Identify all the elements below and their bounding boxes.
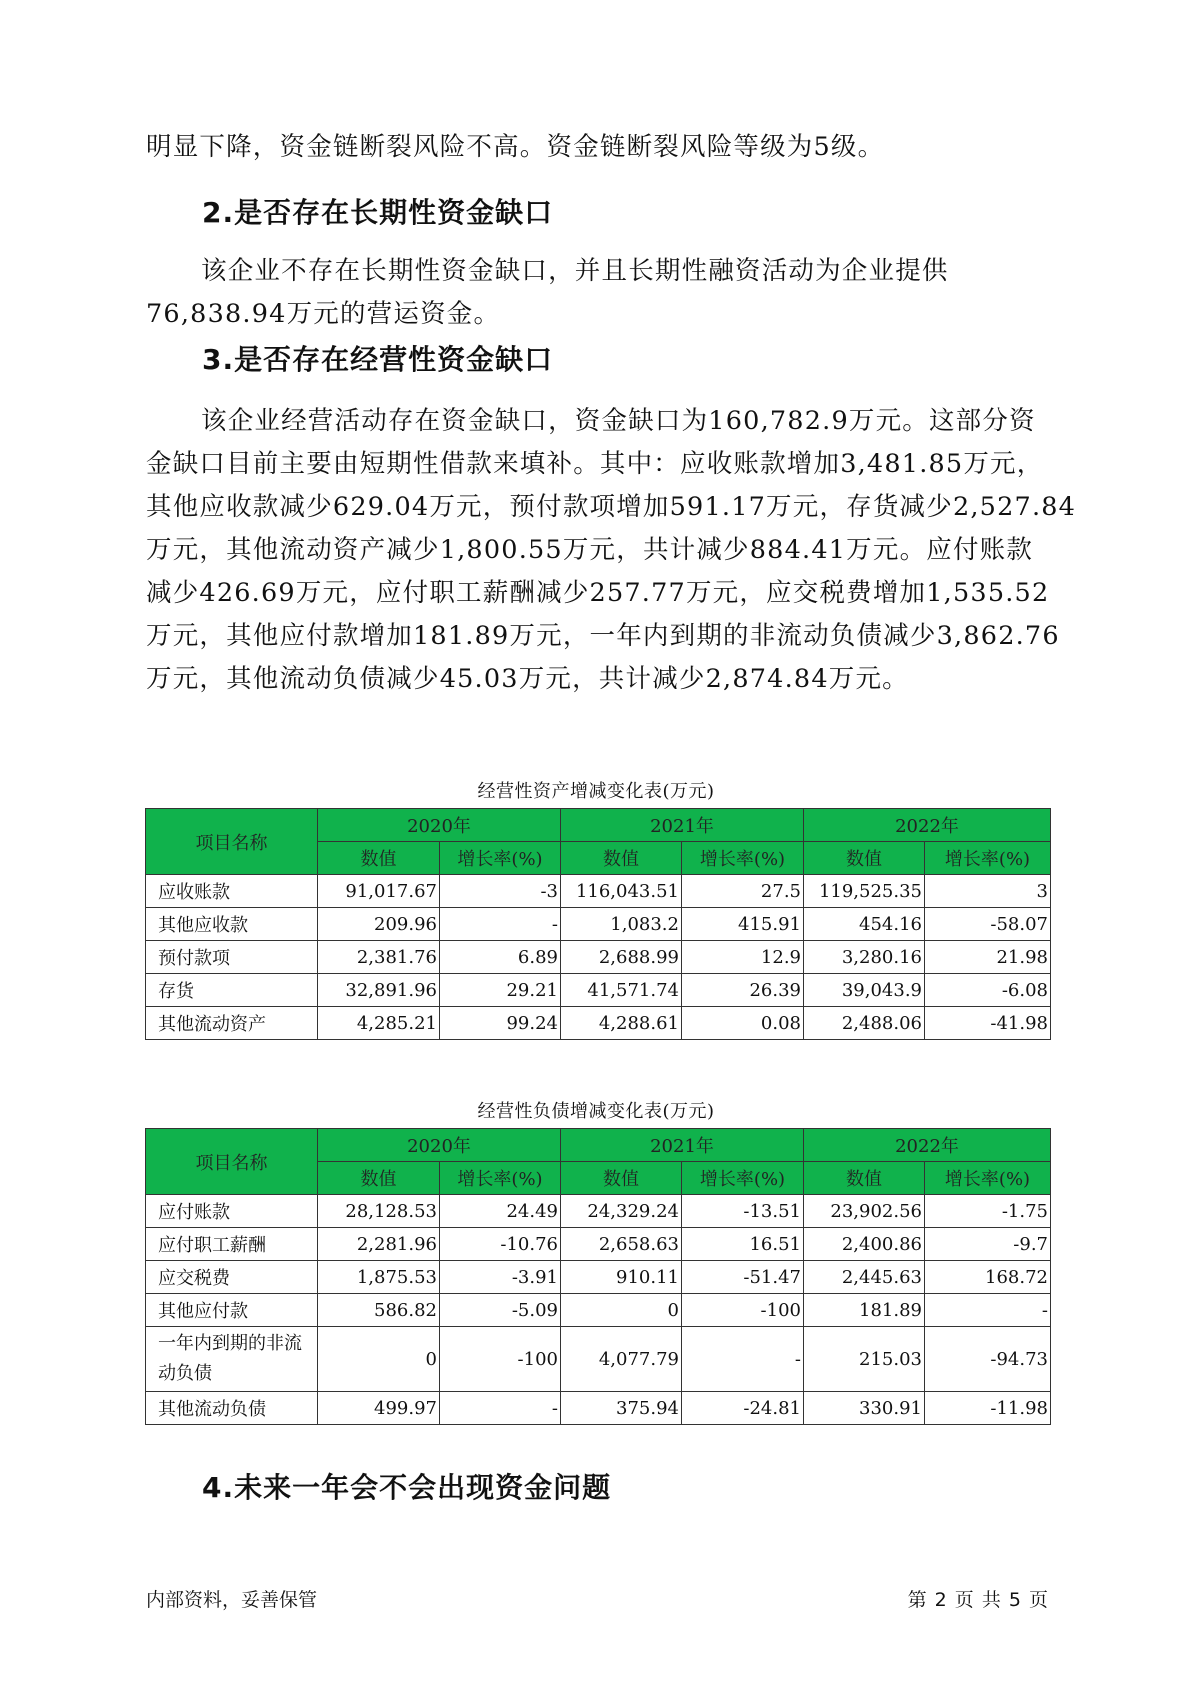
- cell-value: 32,891.96: [318, 974, 440, 1007]
- cell-value: 2,381.76: [318, 941, 440, 974]
- cell-growth: -24.81: [682, 1392, 804, 1425]
- cell-growth: 29.21: [440, 974, 561, 1007]
- row-label: 应付账款: [146, 1195, 318, 1228]
- header-growth: 增长率(%): [440, 1162, 561, 1195]
- text-line: 金缺口目前主要由短期性借款来填补。其中：应收账款增加3,481.85万元，: [146, 449, 1044, 479]
- table-row: [146, 1261, 1051, 1294]
- cell-value: 2,688.99: [561, 941, 682, 974]
- cell-growth: -94.73: [925, 1327, 1051, 1392]
- cell-value: 91,017.67: [318, 875, 440, 908]
- table-row: [146, 1007, 1051, 1040]
- section-heading-operating-gap: 3.是否存在经营性资金缺口: [202, 343, 554, 376]
- row-label: 存货: [146, 974, 318, 1007]
- cell-growth: -: [925, 1294, 1051, 1327]
- cell-growth: 0.08: [682, 1007, 804, 1040]
- text-line: 万元，其他应付款增加181.89万元，一年内到期的非流动负债减少3,862.76: [146, 621, 1060, 651]
- header-growth: 增长率(%): [440, 842, 561, 875]
- header-value: 数值: [318, 1162, 440, 1195]
- cell-growth: 12.9: [682, 941, 804, 974]
- row-label: 其他应付款: [146, 1294, 318, 1327]
- cell-value: 28,128.53: [318, 1195, 440, 1228]
- cell-value: 209.96: [318, 908, 440, 941]
- cell-growth: -11.98: [925, 1392, 1051, 1425]
- cell-growth: -58.07: [925, 908, 1051, 941]
- table-row: [146, 974, 1051, 1007]
- cell-value: 3,280.16: [804, 941, 925, 974]
- row-label: 应交税费: [146, 1261, 318, 1294]
- cell-value: 4,077.79: [561, 1327, 682, 1392]
- cell-growth: 21.98: [925, 941, 1051, 974]
- cell-value: 2,488.06: [804, 1007, 925, 1040]
- cell-growth: 6.89: [440, 941, 561, 974]
- table-operating-assets: [145, 808, 1051, 1040]
- header-value: 数值: [804, 1162, 925, 1195]
- cell-growth: -: [682, 1327, 804, 1392]
- table-row: [146, 1228, 1051, 1261]
- cell-growth: -100: [440, 1327, 561, 1392]
- header-growth: 增长率(%): [682, 842, 804, 875]
- cell-value: 2,658.63: [561, 1228, 682, 1261]
- cell-growth: 24.49: [440, 1195, 561, 1228]
- paragraph-long-term-gap: [146, 250, 1046, 336]
- row-label: 其他流动负债: [146, 1392, 318, 1425]
- cell-growth: -100: [682, 1294, 804, 1327]
- row-label: 其他流动资产: [146, 1007, 318, 1040]
- header-year: 2021年: [561, 809, 804, 842]
- cell-value: 499.97: [318, 1392, 440, 1425]
- cell-value: 586.82: [318, 1294, 440, 1327]
- cell-growth: 415.91: [682, 908, 804, 941]
- table-row: [146, 941, 1051, 974]
- cell-value: 330.91: [804, 1392, 925, 1425]
- header-value: 数值: [804, 842, 925, 875]
- cell-growth: 27.5: [682, 875, 804, 908]
- header-growth: 增长率(%): [682, 1162, 804, 1195]
- section-heading-next-year: 4.未来一年会不会出现资金问题: [202, 1471, 612, 1504]
- text-line: 明显下降，资金链断裂风险不高。资金链断裂风险等级为5级。: [146, 132, 885, 162]
- table-caption-assets: 经营性资产增减变化表(万元): [477, 781, 715, 802]
- cell-value: 2,400.86: [804, 1228, 925, 1261]
- header-item-name: 项目名称: [146, 1129, 318, 1195]
- header-year: 2021年: [561, 1129, 804, 1162]
- cell-growth: 26.39: [682, 974, 804, 1007]
- footer-page-number: 第 2 页 共 5 页: [907, 1589, 1049, 1611]
- header-value: 数值: [561, 1162, 682, 1195]
- cell-growth: -3: [440, 875, 561, 908]
- header-item-name: 项目名称: [146, 809, 318, 875]
- cell-value: 39,043.9: [804, 974, 925, 1007]
- cell-growth: -9.7: [925, 1228, 1051, 1261]
- text-line: 万元，其他流动负债减少45.03万元，共计减少2,874.84万元。: [146, 664, 909, 694]
- cell-value: 0: [318, 1327, 440, 1392]
- cell-growth: -6.08: [925, 974, 1051, 1007]
- row-label: 预付款项: [146, 941, 318, 974]
- header-value: 数值: [561, 842, 682, 875]
- row-label: 应收账款: [146, 875, 318, 908]
- cell-value: 4,285.21: [318, 1007, 440, 1040]
- cell-value: 2,445.63: [804, 1261, 925, 1294]
- table-caption-liabilities: 经营性负债增减变化表(万元): [477, 1101, 715, 1122]
- footer-confidential-note: 内部资料，妥善保管: [146, 1589, 318, 1611]
- cell-value: 41,571.74: [561, 974, 682, 1007]
- cell-growth: -51.47: [682, 1261, 804, 1294]
- cell-value: 24,329.24: [561, 1195, 682, 1228]
- cell-value: 119,525.35: [804, 875, 925, 908]
- header-growth: 增长率(%): [925, 842, 1051, 875]
- header-year: 2020年: [318, 1129, 561, 1162]
- cell-growth: -: [440, 1392, 561, 1425]
- row-label: 一年内到期的非流动负债: [146, 1327, 318, 1392]
- cell-value: 4,288.61: [561, 1007, 682, 1040]
- table-row: [146, 1294, 1051, 1327]
- cell-value: 215.03: [804, 1327, 925, 1392]
- table-row: [146, 908, 1051, 941]
- table-row: [146, 1195, 1051, 1228]
- cell-growth: 3: [925, 875, 1051, 908]
- text-line: 减少426.69万元，应付职工薪酬减少257.77万元，应交税费增加1,535.52: [146, 578, 1050, 608]
- header-value: 数值: [318, 842, 440, 875]
- text-line: 其他应收款减少629.04万元，预付款项增加591.17万元，存货减少2,527.84: [146, 492, 1077, 522]
- cell-growth: -: [440, 908, 561, 941]
- cell-growth: 16.51: [682, 1228, 804, 1261]
- cell-value: 0: [561, 1294, 682, 1327]
- cell-value: 23,902.56: [804, 1195, 925, 1228]
- paragraph-operating-gap: [146, 400, 1077, 701]
- row-label: 其他应收款: [146, 908, 318, 941]
- table-row: [146, 875, 1051, 908]
- table-row: [146, 1327, 1051, 1392]
- header-growth: 增长率(%): [925, 1162, 1051, 1195]
- header-year: 2020年: [318, 809, 561, 842]
- text-line: 该企业不存在长期性资金缺口，并且长期性融资活动为企业提供: [201, 256, 949, 286]
- cell-value: 116,043.51: [561, 875, 682, 908]
- cell-growth: 168.72: [925, 1261, 1051, 1294]
- header-year: 2022年: [804, 809, 1051, 842]
- cell-value: 454.16: [804, 908, 925, 941]
- cell-value: 375.94: [561, 1392, 682, 1425]
- cell-growth: -10.76: [440, 1228, 561, 1261]
- cell-growth: -5.09: [440, 1294, 561, 1327]
- table-operating-liabilities: [145, 1128, 1051, 1425]
- table-row: [146, 1392, 1051, 1425]
- cell-growth: -3.91: [440, 1261, 561, 1294]
- cell-value: 181.89: [804, 1294, 925, 1327]
- row-label: 应付职工薪酬: [146, 1228, 318, 1261]
- text-line: 该企业经营活动存在资金缺口，资金缺口为160,782.9万元。这部分资: [201, 406, 1036, 436]
- section-heading-long-term-gap: 2.是否存在长期性资金缺口: [202, 196, 554, 229]
- cell-growth: -1.75: [925, 1195, 1051, 1228]
- cell-value: 1,875.53: [318, 1261, 440, 1294]
- cell-growth: 99.24: [440, 1007, 561, 1040]
- cell-growth: -13.51: [682, 1195, 804, 1228]
- text-line: 76,838.94万元的营运资金。: [146, 299, 501, 329]
- header-year: 2022年: [804, 1129, 1051, 1162]
- text-line: 万元，其他流动资产减少1,800.55万元，共计减少884.41万元。应付账款: [146, 535, 1034, 565]
- cell-value: 1,083.2: [561, 908, 682, 941]
- cell-value: 2,281.96: [318, 1228, 440, 1261]
- cell-growth: -41.98: [925, 1007, 1051, 1040]
- cell-value: 910.11: [561, 1261, 682, 1294]
- paragraph-risk-summary: [146, 126, 1046, 169]
